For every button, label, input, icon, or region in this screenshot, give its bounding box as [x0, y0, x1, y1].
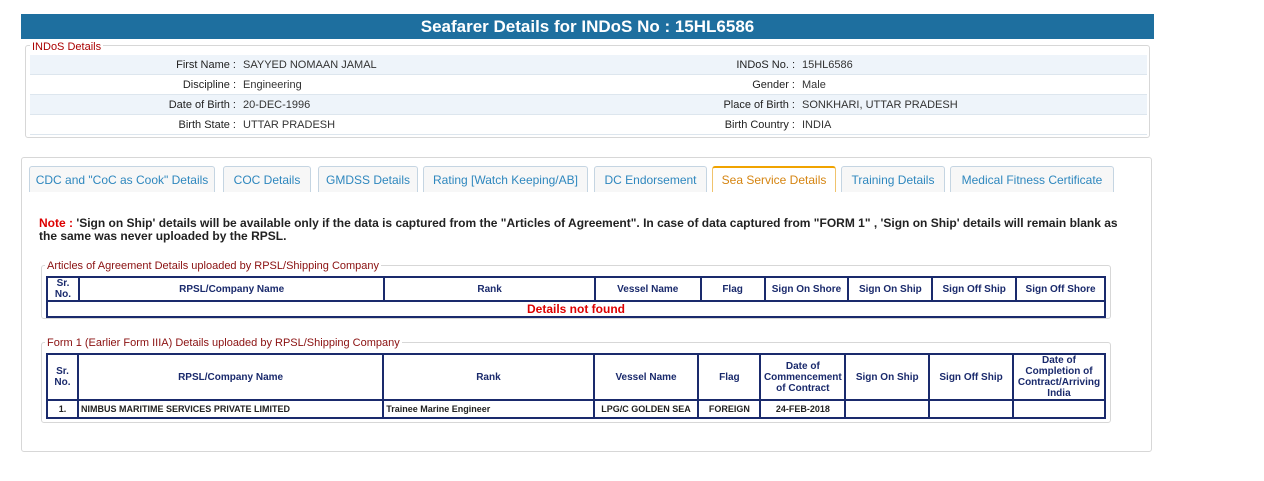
indos-details-section: [25, 41, 1150, 138]
discipline-label: Discipline :: [182, 79, 236, 91]
col-company-name: RPSL/Company Name: [78, 354, 383, 400]
indos-details-legend: INDoS Details: [32, 41, 102, 53]
birth-country-label: Birth Country :: [724, 119, 795, 131]
col-vessel-name: Vessel Name: [594, 354, 699, 400]
info-row: [30, 55, 1147, 75]
articles-legend: Articles of Agreement Details uploaded by RPSL/Shipping Company: [47, 260, 380, 272]
cell-sign-on-ship: [845, 400, 929, 418]
note-key: Note :: [39, 216, 73, 230]
col-rank: Rank: [384, 277, 595, 301]
col-sign-off-ship: Sign Off Ship: [929, 354, 1013, 400]
col-flag: Flag: [701, 277, 765, 301]
note-text: 'Sign on Ship' details will be available only if the data is captured from the "Articles of Agreement". In case of data captured from "FORM 1" , 'Sign on Ship' details will remain blank as the same was never uploaded by the RPSL.: [39, 216, 1118, 243]
info-row: [30, 115, 1147, 135]
cell-sr-no: 1.: [47, 400, 78, 418]
birth-state-label: Birth State :: [178, 119, 236, 131]
col-sr-no: Sr. No.: [47, 277, 79, 301]
info-row: [30, 75, 1147, 95]
gender-label: Gender :: [752, 79, 795, 91]
dob-value: 20-DEC-1996: [243, 99, 311, 111]
table-header-row: [47, 277, 1105, 301]
tab-rating-watch-keeping[interactable]: Rating [Watch Keeping/AB]: [423, 166, 588, 192]
first-name-label: First Name :: [176, 59, 236, 71]
info-row: [30, 95, 1147, 115]
col-sign-off-ship: Sign Off Ship: [932, 277, 1016, 301]
page-title: Seafarer Details for INDoS No : 15HL6586: [21, 14, 1154, 39]
sea-service-note: [39, 217, 1119, 243]
cell-flag: FOREIGN: [698, 400, 760, 418]
birth-state-value: UTTAR PRADESH: [243, 119, 336, 131]
tab-dc-endorsement[interactable]: DC Endorsement: [594, 166, 707, 192]
gender-value: Male: [802, 79, 826, 91]
col-sign-on-ship: Sign On Ship: [845, 354, 929, 400]
tab-cdc-coc-cook[interactable]: CDC and "CoC as Cook" Details: [29, 166, 215, 192]
tabs-panel: [21, 157, 1152, 452]
articles-table: [46, 276, 1106, 318]
discipline-value: Engineering: [243, 79, 302, 91]
indos-no-value: 15HL6586: [802, 59, 853, 71]
dob-label: Date of Birth :: [168, 99, 236, 111]
tab-training-details[interactable]: Training Details: [841, 166, 945, 192]
col-flag: Flag: [698, 354, 760, 400]
place-of-birth-value: SONKHARI, UTTAR PRADESH: [802, 99, 958, 111]
col-sign-on-ship: Sign On Ship: [848, 277, 932, 301]
cell-vessel-name: LPG/C GOLDEN SEA: [594, 400, 699, 418]
col-date-of-completion: Date of Completion of Contract/Arriving India: [1013, 354, 1105, 400]
cell-sign-off-ship: [929, 400, 1013, 418]
col-date-of-commencement: Date of Commencement of Contract: [760, 354, 845, 400]
col-company-name: RPSL/Company Name: [79, 277, 384, 301]
birth-country-value: INDIA: [802, 119, 832, 131]
table-row: [47, 301, 1105, 317]
form1-legend: Form 1 (Earlier Form IIIA) Details uploaded by RPSL/Shipping Company: [47, 337, 400, 349]
details-not-found: Details not found: [47, 301, 1105, 317]
cell-rank: Trainee Marine Engineer: [383, 400, 593, 418]
table-header-row: [47, 354, 1105, 400]
place-of-birth-label: Place of Birth :: [723, 99, 795, 111]
tab-sea-service-details[interactable]: Sea Service Details: [712, 166, 836, 192]
col-sign-off-shore: Sign Off Shore: [1016, 277, 1105, 301]
form1-table: [46, 353, 1106, 419]
cell-date-of-commencement: 24-FEB-2018: [760, 400, 845, 418]
first-name-value: SAYYED NOMAAN JAMAL: [243, 59, 377, 71]
col-sign-on-shore: Sign On Shore: [765, 277, 849, 301]
col-sr-no: Sr. No.: [47, 354, 78, 400]
indos-no-label: INDoS No. :: [736, 59, 795, 71]
col-vessel-name: Vessel Name: [595, 277, 701, 301]
form1-section: [41, 337, 1111, 423]
articles-of-agreement-section: [41, 260, 1111, 319]
cell-company-name: NIMBUS MARITIME SERVICES PRIVATE LIMITED: [78, 400, 383, 418]
col-rank: Rank: [383, 354, 593, 400]
table-row: [47, 400, 1105, 418]
tab-gmdss-details[interactable]: GMDSS Details: [318, 166, 418, 192]
tab-coc-details[interactable]: COC Details: [223, 166, 311, 192]
cell-date-of-completion: [1013, 400, 1105, 418]
tab-medical-fitness-certificate[interactable]: Medical Fitness Certificate: [950, 166, 1114, 192]
